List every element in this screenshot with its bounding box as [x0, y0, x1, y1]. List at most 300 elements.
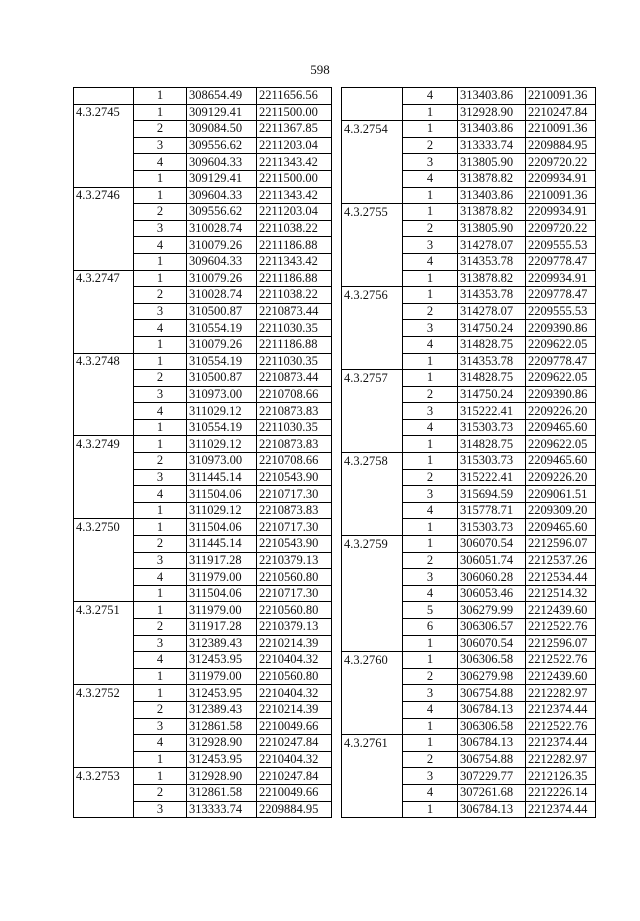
- section-cell: [74, 469, 134, 486]
- table-row: [74, 270, 332, 287]
- section-cell: [74, 536, 134, 553]
- section-cell: [342, 253, 403, 270]
- y-coordinate-cell: 2210560.80: [257, 569, 332, 586]
- y-coordinate-cell: 2209309.20: [526, 502, 596, 519]
- section-cell: 4.3.2758: [342, 453, 403, 470]
- section-cell: [342, 303, 403, 320]
- x-coordinate-cell: 313333.74: [187, 801, 257, 818]
- section-cell: [74, 453, 134, 470]
- table-row: [342, 751, 596, 768]
- section-cell: 4.3.2755: [342, 204, 403, 221]
- section-cell: [342, 469, 403, 486]
- table-row: [342, 502, 596, 519]
- point-number-cell: 1: [134, 519, 187, 536]
- point-number-cell: 4: [134, 237, 187, 254]
- y-coordinate-cell: 2209465.60: [526, 453, 596, 470]
- section-cell: [74, 569, 134, 586]
- point-number-cell: 3: [403, 237, 458, 254]
- point-number-cell: 6: [403, 619, 458, 636]
- table-row: [342, 801, 596, 818]
- point-number-cell: 1: [403, 801, 458, 818]
- x-coordinate-cell: 315778.71: [458, 502, 526, 519]
- y-coordinate-cell: 2210379.13: [257, 619, 332, 636]
- point-number-cell: 2: [134, 536, 187, 553]
- table-row: [342, 602, 596, 619]
- y-coordinate-cell: 2210214.39: [257, 635, 332, 652]
- point-number-cell: 2: [403, 137, 458, 154]
- section-cell: [74, 486, 134, 503]
- point-number-cell: 1: [403, 121, 458, 138]
- x-coordinate-cell: 313403.86: [458, 88, 526, 105]
- y-coordinate-cell: 2209934.91: [526, 270, 596, 287]
- table-row: [74, 170, 332, 187]
- x-coordinate-cell: 314750.24: [458, 386, 526, 403]
- table-row: [74, 635, 332, 652]
- x-coordinate-cell: 310973.00: [187, 453, 257, 470]
- y-coordinate-cell: 2212439.60: [526, 668, 596, 685]
- x-coordinate-cell: 313878.82: [458, 170, 526, 187]
- y-coordinate-cell: 2210560.80: [257, 668, 332, 685]
- section-cell: [74, 718, 134, 735]
- x-coordinate-cell: 314750.24: [458, 320, 526, 337]
- section-cell: 4.3.2746: [74, 187, 134, 204]
- section-cell: [74, 552, 134, 569]
- y-coordinate-cell: 2212522.76: [526, 652, 596, 669]
- x-coordinate-cell: 312928.90: [187, 735, 257, 752]
- table-row: [342, 436, 596, 453]
- table-row: [342, 635, 596, 652]
- table-row: [342, 718, 596, 735]
- x-coordinate-cell: 310028.74: [187, 287, 257, 304]
- section-cell: [342, 751, 403, 768]
- y-coordinate-cell: 2209778.47: [526, 353, 596, 370]
- section-cell: [74, 619, 134, 636]
- table-row: [74, 585, 332, 602]
- point-number-cell: 2: [134, 453, 187, 470]
- table-row: [342, 652, 596, 669]
- table-row: [74, 751, 332, 768]
- y-coordinate-cell: 2210543.90: [257, 536, 332, 553]
- table-row: [74, 469, 332, 486]
- x-coordinate-cell: 312928.90: [187, 768, 257, 785]
- point-number-cell: 2: [403, 220, 458, 237]
- table-row: [342, 88, 596, 105]
- table-row: [74, 154, 332, 171]
- x-coordinate-cell: 309084.50: [187, 121, 257, 138]
- x-coordinate-cell: 315303.73: [458, 519, 526, 536]
- section-cell: [74, 121, 134, 138]
- table-row: [342, 569, 596, 586]
- section-cell: [342, 718, 403, 735]
- x-coordinate-cell: 306784.13: [458, 735, 526, 752]
- section-cell: [74, 88, 134, 105]
- x-coordinate-cell: 312389.43: [187, 635, 257, 652]
- point-number-cell: 1: [403, 718, 458, 735]
- x-coordinate-cell: 306306.58: [458, 652, 526, 669]
- section-cell: [74, 403, 134, 420]
- coordinates-table-right: [341, 87, 596, 818]
- table-row: [342, 419, 596, 436]
- table-row: [74, 104, 332, 121]
- table-row: [342, 701, 596, 718]
- y-coordinate-cell: 2212522.76: [526, 619, 596, 636]
- table-row: [342, 453, 596, 470]
- section-cell: 4.3.2749: [74, 436, 134, 453]
- point-number-cell: 3: [134, 801, 187, 818]
- x-coordinate-cell: 314828.75: [458, 436, 526, 453]
- section-cell: [74, 320, 134, 337]
- section-cell: [342, 635, 403, 652]
- y-coordinate-cell: 2212596.07: [526, 536, 596, 553]
- point-number-cell: 3: [403, 569, 458, 586]
- section-cell: [74, 419, 134, 436]
- y-coordinate-cell: 2210404.32: [257, 652, 332, 669]
- x-coordinate-cell: 313878.82: [458, 270, 526, 287]
- section-cell: [342, 137, 403, 154]
- table-row: [342, 353, 596, 370]
- section-cell: [74, 801, 134, 818]
- coordinates-table-left: [73, 87, 332, 818]
- table-row: [342, 685, 596, 702]
- table-row: [74, 370, 332, 387]
- point-number-cell: 1: [134, 270, 187, 287]
- section-cell: [342, 585, 403, 602]
- x-coordinate-cell: 315222.41: [458, 403, 526, 420]
- x-coordinate-cell: 311029.12: [187, 436, 257, 453]
- table-row: [342, 320, 596, 337]
- section-cell: [74, 635, 134, 652]
- x-coordinate-cell: 314353.78: [458, 287, 526, 304]
- point-number-cell: 1: [403, 519, 458, 536]
- point-number-cell: 1: [134, 502, 187, 519]
- point-number-cell: 1: [403, 735, 458, 752]
- y-coordinate-cell: 2211030.35: [257, 320, 332, 337]
- x-coordinate-cell: 311917.28: [187, 619, 257, 636]
- section-cell: 4.3.2751: [74, 602, 134, 619]
- table-row: [74, 237, 332, 254]
- x-coordinate-cell: 310554.19: [187, 419, 257, 436]
- table-row: [74, 303, 332, 320]
- y-coordinate-cell: 2212439.60: [526, 602, 596, 619]
- table-row: [74, 652, 332, 669]
- point-number-cell: 3: [134, 718, 187, 735]
- table-row: [74, 436, 332, 453]
- point-number-cell: 3: [403, 486, 458, 503]
- section-cell: 4.3.2745: [74, 104, 134, 121]
- x-coordinate-cell: 310554.19: [187, 353, 257, 370]
- point-number-cell: 1: [134, 187, 187, 204]
- x-coordinate-cell: 313333.74: [458, 137, 526, 154]
- point-number-cell: 1: [403, 353, 458, 370]
- point-number-cell: 1: [134, 336, 187, 353]
- table-row: [342, 104, 596, 121]
- table-row: [342, 253, 596, 270]
- x-coordinate-cell: 306754.88: [458, 751, 526, 768]
- y-coordinate-cell: 2210708.66: [257, 453, 332, 470]
- point-number-cell: 1: [134, 353, 187, 370]
- y-coordinate-cell: 2210091.36: [526, 121, 596, 138]
- point-number-cell: 4: [134, 735, 187, 752]
- y-coordinate-cell: 2210404.32: [257, 685, 332, 702]
- table-row: [342, 519, 596, 536]
- x-coordinate-cell: 309604.33: [187, 253, 257, 270]
- x-coordinate-cell: 313403.86: [458, 121, 526, 138]
- section-cell: [342, 353, 403, 370]
- x-coordinate-cell: 315303.73: [458, 419, 526, 436]
- table-row: [74, 204, 332, 221]
- section-cell: [74, 585, 134, 602]
- table-row: [342, 237, 596, 254]
- point-number-cell: 1: [403, 652, 458, 669]
- section-cell: [74, 303, 134, 320]
- y-coordinate-cell: 2212374.44: [526, 801, 596, 818]
- x-coordinate-cell: 315694.59: [458, 486, 526, 503]
- section-cell: [342, 486, 403, 503]
- y-coordinate-cell: 2211343.42: [257, 253, 332, 270]
- point-number-cell: 3: [403, 320, 458, 337]
- point-number-cell: 4: [403, 170, 458, 187]
- x-coordinate-cell: 315222.41: [458, 469, 526, 486]
- y-coordinate-cell: 2209884.95: [257, 801, 332, 818]
- y-coordinate-cell: 2211500.00: [257, 104, 332, 121]
- x-coordinate-cell: 306306.58: [458, 718, 526, 735]
- x-coordinate-cell: 306784.13: [458, 701, 526, 718]
- x-coordinate-cell: 306053.46: [458, 585, 526, 602]
- y-coordinate-cell: 2212534.44: [526, 569, 596, 586]
- y-coordinate-cell: 2210873.44: [257, 303, 332, 320]
- section-cell: [342, 104, 403, 121]
- point-number-cell: 1: [134, 751, 187, 768]
- y-coordinate-cell: 2211186.88: [257, 237, 332, 254]
- section-cell: [74, 170, 134, 187]
- point-number-cell: 3: [134, 469, 187, 486]
- x-coordinate-cell: 309604.33: [187, 154, 257, 171]
- x-coordinate-cell: 311979.00: [187, 668, 257, 685]
- x-coordinate-cell: 314353.78: [458, 253, 526, 270]
- y-coordinate-cell: 2210717.30: [257, 519, 332, 536]
- point-number-cell: 1: [134, 170, 187, 187]
- section-cell: [342, 187, 403, 204]
- table-row: [342, 270, 596, 287]
- point-number-cell: 1: [403, 187, 458, 204]
- y-coordinate-cell: 2211367.85: [257, 121, 332, 138]
- y-coordinate-cell: 2210091.36: [526, 187, 596, 204]
- section-cell: 4.3.2752: [74, 685, 134, 702]
- y-coordinate-cell: 2211038.22: [257, 287, 332, 304]
- x-coordinate-cell: 311029.12: [187, 403, 257, 420]
- y-coordinate-cell: 2209720.22: [526, 154, 596, 171]
- x-coordinate-cell: 311029.12: [187, 502, 257, 519]
- section-cell: [342, 320, 403, 337]
- section-cell: [342, 619, 403, 636]
- y-coordinate-cell: 2211343.42: [257, 187, 332, 204]
- table-row: [74, 619, 332, 636]
- table-row: [342, 386, 596, 403]
- x-coordinate-cell: 313403.86: [458, 187, 526, 204]
- x-coordinate-cell: 309556.62: [187, 204, 257, 221]
- point-number-cell: 3: [403, 685, 458, 702]
- section-cell: [74, 220, 134, 237]
- table-row: [342, 137, 596, 154]
- table-row: [74, 253, 332, 270]
- x-coordinate-cell: 312453.95: [187, 751, 257, 768]
- point-number-cell: 1: [403, 270, 458, 287]
- y-coordinate-cell: 2210404.32: [257, 751, 332, 768]
- x-coordinate-cell: 314828.75: [458, 370, 526, 387]
- section-cell: 4.3.2760: [342, 652, 403, 669]
- section-cell: [74, 735, 134, 752]
- point-number-cell: 3: [134, 220, 187, 237]
- y-coordinate-cell: 2209226.20: [526, 403, 596, 420]
- y-coordinate-cell: 2211343.42: [257, 154, 332, 171]
- section-cell: [342, 784, 403, 801]
- section-cell: [342, 768, 403, 785]
- table-row: [74, 220, 332, 237]
- point-number-cell: 1: [403, 436, 458, 453]
- point-number-cell: 1: [134, 602, 187, 619]
- x-coordinate-cell: 306306.57: [458, 619, 526, 636]
- x-coordinate-cell: 309129.41: [187, 104, 257, 121]
- table-row: [342, 303, 596, 320]
- x-coordinate-cell: 311979.00: [187, 569, 257, 586]
- table-row: [74, 486, 332, 503]
- y-coordinate-cell: 2210873.83: [257, 403, 332, 420]
- section-cell: [74, 137, 134, 154]
- x-coordinate-cell: 311445.14: [187, 469, 257, 486]
- section-cell: [74, 784, 134, 801]
- section-cell: [74, 237, 134, 254]
- table-row: [74, 187, 332, 204]
- x-coordinate-cell: 314278.07: [458, 303, 526, 320]
- point-number-cell: 1: [134, 668, 187, 685]
- x-coordinate-cell: 314828.75: [458, 336, 526, 353]
- point-number-cell: 1: [403, 536, 458, 553]
- point-number-cell: 2: [134, 701, 187, 718]
- table-row: [342, 287, 596, 304]
- point-number-cell: 1: [134, 253, 187, 270]
- point-number-cell: 3: [134, 303, 187, 320]
- x-coordinate-cell: 310079.26: [187, 336, 257, 353]
- x-coordinate-cell: 306070.54: [458, 536, 526, 553]
- point-number-cell: 4: [134, 403, 187, 420]
- table-row: [342, 170, 596, 187]
- point-number-cell: 4: [403, 88, 458, 105]
- section-cell: [74, 386, 134, 403]
- point-number-cell: 3: [403, 154, 458, 171]
- section-cell: [74, 253, 134, 270]
- table-row: [74, 137, 332, 154]
- point-number-cell: 3: [134, 552, 187, 569]
- point-number-cell: 2: [134, 204, 187, 221]
- x-coordinate-cell: 311504.06: [187, 585, 257, 602]
- table-row: [74, 419, 332, 436]
- x-coordinate-cell: 312861.58: [187, 784, 257, 801]
- y-coordinate-cell: 2210214.39: [257, 701, 332, 718]
- point-number-cell: 2: [134, 784, 187, 801]
- x-coordinate-cell: 306279.99: [458, 602, 526, 619]
- y-coordinate-cell: 2212374.44: [526, 735, 596, 752]
- section-cell: [342, 170, 403, 187]
- y-coordinate-cell: 2209622.05: [526, 336, 596, 353]
- x-coordinate-cell: 306754.88: [458, 685, 526, 702]
- y-coordinate-cell: 2209720.22: [526, 220, 596, 237]
- y-coordinate-cell: 2212226.14: [526, 784, 596, 801]
- table-row: [74, 536, 332, 553]
- x-coordinate-cell: 306784.13: [458, 801, 526, 818]
- table-row: [74, 735, 332, 752]
- point-number-cell: 3: [134, 386, 187, 403]
- table-row: [74, 287, 332, 304]
- table-row: [74, 718, 332, 735]
- y-coordinate-cell: 2209622.05: [526, 370, 596, 387]
- y-coordinate-cell: 2211203.04: [257, 204, 332, 221]
- section-cell: [342, 685, 403, 702]
- x-coordinate-cell: 307261.68: [458, 784, 526, 801]
- table-row: [74, 453, 332, 470]
- x-coordinate-cell: 311445.14: [187, 536, 257, 553]
- page-number: 598: [310, 62, 330, 77]
- point-number-cell: 5: [403, 602, 458, 619]
- y-coordinate-cell: 2210049.66: [257, 784, 332, 801]
- y-coordinate-cell: 2212514.32: [526, 585, 596, 602]
- table-row: [74, 552, 332, 569]
- table-row: [342, 469, 596, 486]
- point-number-cell: 2: [403, 751, 458, 768]
- y-coordinate-cell: 2210873.83: [257, 436, 332, 453]
- table-row: [74, 519, 332, 536]
- y-coordinate-cell: 2211203.04: [257, 137, 332, 154]
- y-coordinate-cell: 2210873.83: [257, 502, 332, 519]
- y-coordinate-cell: 2211186.88: [257, 336, 332, 353]
- section-cell: [342, 336, 403, 353]
- table-row: [342, 768, 596, 785]
- x-coordinate-cell: 311504.06: [187, 519, 257, 536]
- section-cell: [74, 652, 134, 669]
- section-cell: 4.3.2748: [74, 353, 134, 370]
- x-coordinate-cell: 312389.43: [187, 701, 257, 718]
- section-cell: 4.3.2747: [74, 270, 134, 287]
- y-coordinate-cell: 2209226.20: [526, 469, 596, 486]
- section-cell: [74, 751, 134, 768]
- point-number-cell: 2: [403, 552, 458, 569]
- table-row: [342, 403, 596, 420]
- y-coordinate-cell: 2211656.56: [257, 88, 332, 105]
- x-coordinate-cell: 313805.90: [458, 220, 526, 237]
- x-coordinate-cell: 306279.98: [458, 668, 526, 685]
- x-coordinate-cell: 310500.87: [187, 303, 257, 320]
- point-number-cell: 2: [403, 386, 458, 403]
- y-coordinate-cell: 2209390.86: [526, 320, 596, 337]
- section-cell: [342, 154, 403, 171]
- point-number-cell: 2: [134, 370, 187, 387]
- point-number-cell: 2: [134, 121, 187, 138]
- section-cell: [342, 668, 403, 685]
- table-row: [342, 619, 596, 636]
- table-row: [74, 403, 332, 420]
- point-number-cell: 2: [134, 619, 187, 636]
- table-row: [74, 336, 332, 353]
- section-cell: [74, 502, 134, 519]
- table-row: [74, 88, 332, 105]
- section-cell: [342, 801, 403, 818]
- x-coordinate-cell: 310079.26: [187, 270, 257, 287]
- table-row: [342, 784, 596, 801]
- y-coordinate-cell: 2210049.66: [257, 718, 332, 735]
- section-cell: [342, 552, 403, 569]
- point-number-cell: 1: [134, 768, 187, 785]
- point-number-cell: 4: [403, 784, 458, 801]
- point-number-cell: 3: [403, 768, 458, 785]
